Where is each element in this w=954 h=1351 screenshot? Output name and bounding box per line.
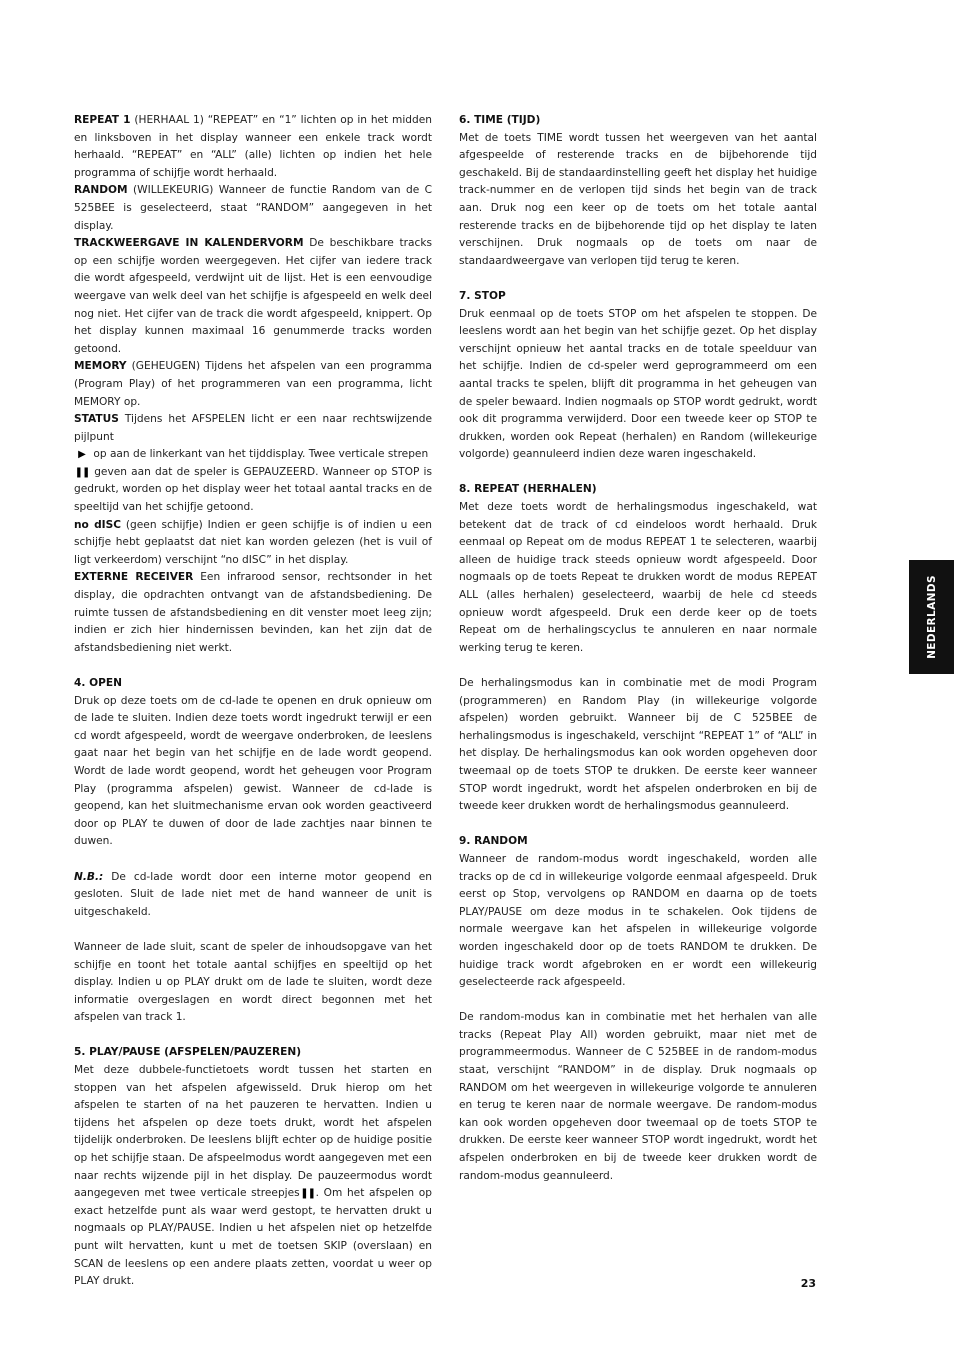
open-heading: 4. OPEN — [74, 677, 122, 689]
repeat1-term: REPEAT 1 — [74, 114, 131, 126]
status-text-2: op aan de linkerkant van het tijddisplay. Twee verticale strepen — [90, 448, 429, 461]
external-receiver-text: Een infrarood sensor, rechtsonder in het display, die opdrachten ontvangt van de afstandsbediening. De ruimte tussen de afstandsbediening en dit venster moet leeg zijn; indien er zich hier hindernissen bevinden, kan het zijn dat de afstandsbediening niet werkt. — [74, 571, 432, 654]
nb-label: N.B.: — [74, 870, 104, 883]
language-tab-label: NEDERLANDS — [925, 575, 938, 659]
random-term: RANDOM — [74, 184, 128, 197]
nb-text: De cd-lade wordt door een interne motor geopend en gesloten. Sluit de lade niet met de hand wanneer de unit is uitgeschakeld. — [74, 870, 432, 918]
play-pause-heading: 5. PLAY/PAUSE (AFSPELEN/PAUZEREN) — [74, 1046, 302, 1059]
language-side-tab — [909, 560, 954, 674]
tray-close-paragraph: Wanneer de lade sluit, scant de speler de inhoudsopgave van het schijfje en toont het totale aantal schijfjes en speeltijd op het display. Indien u op PLAY drukt om de lade te sluiten, wordt deze informatie overgeslagen en wordt direct begonnen met het afspelen van track 1. — [74, 940, 432, 1024]
status-term: STATUS — [74, 413, 119, 426]
random-paragraph — [74, 182, 432, 235]
play-pause-text-2: . Om het afspelen op exact hetzelfde punt als waar werd gestopt, te hervatten drukt u nogmaals op PLAY/PAUSE. Indien u het afspelen niet op hetzelfde punt wilt hervatten, kunt u met de toetsen SKIP (overslaan) en SCAN de leeslens op een andere plaats zetten, voordat u weer op PLAY drukt. — [74, 1187, 432, 1288]
repeat-paragraph-2: De herhalingsmodus kan in combinatie met de modi Program (programmeren) en Random Play (in willekeurige volgorde afspelen) worden gebruikt. Wanneer bij de C 525BEE de herhalingsmodus is ingeschakeld, verschijnt “REPEAT 1” of “ALL” in het display. De herhalingsmodus kan ook worden opgeheven door tweemaal op de toets STOP te drukken. De eerste keer wanneer STOP wordt ingedrukt, wordt het afspelen onderbroken en bij de tweede keer drukken wordt de herhalingsmodus geannuleerd. — [459, 677, 817, 813]
nb-paragraph — [74, 869, 432, 922]
memory-text: (GEHEUGEN) Tijdens het afspelen van een programma (Program Play) of het programmeren van een programma, licht MEMORY op. — [74, 360, 432, 408]
stop-paragraph: Druk eenmaal op de toets STOP om het afspelen te stoppen. De leeslens wordt aan het begin van het schijfje gezet. Op het display verschijnt opnieuw het aantal tracks en de totale speelduur van het schijfje. Indien de cd-speler werd geprogrammeerd om een aantal tracks te spelen, blijft dit programma in het geheugen van de speler bewaard. Indien nogmaals op STOP wordt gedrukt, wordt ook dit programma verwijderd. Door een tweede keer op STOP te drukken, worden ook Repeat (herhalen) en Random (willekeurige volgorde) geannuleerd indien deze waren ingeschakeld. — [459, 307, 817, 461]
track-calendar-text: De beschikbare tracks op een schijfje worden weergegeven. Het cijfer van iedere track die wordt afgespeeld, verdwijnt uit de lijst. Het is een eenvoudige weergave van welk deel van het schijfje is afgespeeld en welk deel nog niet. Het cijfer van de track die wordt afgespeeld, knippert. Op het display kunnen maximaal 16 genummerde tracks worden getoond. — [74, 237, 433, 355]
external-receiver-term: EXTERNE RECEIVER — [74, 571, 194, 584]
nodisc-paragraph — [74, 517, 432, 570]
random-text: (WILLEKEURIG) Wanneer de functie Random van de C 525BEE is geselecteerd, staat “RANDOM” aangegeven in het display. — [74, 184, 432, 232]
repeat-heading: 8. REPEAT (HERHALEN) — [459, 483, 597, 496]
right-column — [459, 112, 817, 1185]
pause-icon: ❚❚ — [300, 1188, 316, 1200]
pause-icon: ❚❚ — [74, 466, 90, 478]
repeat-paragraph-1: Met deze toets wordt de herhalingsmodus ingeschakeld, wat betekent dat de track of cd eindeloos wordt herhaald. Druk eenmaal op Repeat om de modus REPEAT 1 te selecteren, waarbij alleen de huidige track steeds opnieuw wordt afgespeeld. Door nogmaals op de toets Repeat te drukken wordt de modus REPEAT ALL (alles herhalen) geselecteerd, waarbij de hele cd steeds opnieuw wordt afgespeeld. Druk een derde keer op de toets Repeat om de herhalingscyclus te annuleren en naar normale werking terug te keren. — [459, 501, 817, 654]
play-pause-paragraph — [74, 1062, 432, 1291]
repeat1-paragraph — [74, 112, 432, 182]
repeat1-text: (HERHAAL 1) “REPEAT” en “1” lichten op in het midden en linksboven in het display wanneer een enkele track wordt herhaald. “REPEAT” en “ALL” (alle) lichten op indien het hele programma of schijfje wordt herhaald. — [74, 114, 432, 179]
status-paragraph — [74, 411, 432, 517]
status-text-1: Tijdens het AFSPELEN licht er een naar rechtswijzende pijlpunt — [74, 413, 432, 443]
page-number: 23 — [800, 1277, 816, 1290]
random-paragraph-1: Wanneer de random-modus wordt ingeschakeld, worden alle tracks op de cd in willekeurige volgorde eenmaal afgespeeld. Druk eerst op Stop, vervolgens op RANDOM en daarna op de toets PLAY/PAUSE om deze modus in te schakelen. Ook tijdens de normale weergave kan het afspelen in willekeurige volgorde worden ingeschakeld door op de toets RANDOM te drukken. De huidige track wordt afgebroken en er wordt een willekeurig geselecteerde rack afgespeeld. — [459, 852, 817, 989]
nodisc-term: no dISC — [74, 518, 121, 531]
random-heading: 9. RANDOM — [459, 835, 528, 848]
status-text-3: geven aan dat de speler is GEPAUZEERD. Wanneer op STOP is gedrukt, worden op het display weer het totaal aantal tracks en de speeltijd van het schijfje getoond. — [74, 465, 432, 514]
time-heading: 6. TIME (TIJD) — [459, 114, 541, 126]
memory-paragraph — [74, 358, 432, 411]
track-calendar-term: TRACKWEERGAVE IN KALENDERVORM — [74, 237, 304, 250]
play-icon: ▶ — [78, 449, 86, 461]
track-calendar-paragraph — [74, 235, 432, 358]
random-paragraph-2: De random-modus kan in combinatie met het herhalen van alle tracks (Repeat Play All) worden gebruikt, maar niet met de programmeermodus. Wanneer de C 525BEE in de random-modus staat, verschijnt “RANDOM” in de display. Druk nogmaals op RANDOM om het weergeven in willekeurige volgorde te annuleren en terug te keren naar de normale weergave. De random-modus kan ook worden opgeheven door tweemaal op de toets STOP te drukken. De eerste keer wanneer STOP wordt ingedrukt, wordt het afspelen onderbroken en bij de tweede keer drukken wordt de random-modus geannuleerd. — [459, 1011, 817, 1182]
stop-heading: 7. STOP — [459, 289, 506, 302]
nodisc-text: (geen schijfje) Indien er geen schijfje is of indien u een schijfje hebt geplaatst dat niet kan worden gelezen (het is vuil of ligt verkeerdom) verschijnt “no dISC” in het display. — [74, 518, 432, 566]
open-paragraph: Druk op deze toets om de cd-lade te openen en druk opnieuw om de lade te sluiten. Indien deze toets wordt ingedrukt terwijl er een cd wordt afgespeeld, wordt de weergave onderbroken, de leeslens gaat naar het begin van het schijfje en de lade wordt geopend. Wordt de lade wordt geopend, wordt het geheugen voor Program Play (programma afspelen) gewist. Wanneer de cd-lade is geopend, kan het sluitmechanisme ervan ook worden geactiveerd door op PLAY te duwen of door de lade zachtjes naar binnen te duwen. — [74, 694, 432, 848]
left-column — [74, 112, 432, 1291]
external-receiver-paragraph — [74, 569, 432, 657]
play-pause-text-1: Met deze dubbele-functietoets wordt tussen het starten en stoppen van het afspelen afgewisseld. Druk hierop om het afspelen te starten of na het pauzeren te hervatten. Indien u tijdens het afspelen op deze toets drukt, wordt het afspelen tijdelijk onderbroken. De leeslens blijft echter op de huidige positie op het schijfje staan. De afspeelmodus wordt aangegeven met een naar rechts wijzende pijl in het display. De pauzeermodus wordt aangegeven met twee verticale streepjes — [74, 1064, 432, 1200]
memory-term: MEMORY — [74, 360, 127, 373]
time-paragraph: Met de toets TIME wordt tussen het weergeven van het aantal afgespeelde of resterende tracks en de bijbehorende tijd geschakeld. Bij de standaardinstelling geeft het display het huidige track-nummer en de verlopen tijd sinds het begin van de track aan. Druk nog een keer op de toets om het totale aantal resterende tracks en de bijbehorende tijd op het display te laten verschijnen. Druk nogmaals op de toets om naar de standaardweergave van verlopen tijd terug te keren. — [459, 131, 817, 267]
